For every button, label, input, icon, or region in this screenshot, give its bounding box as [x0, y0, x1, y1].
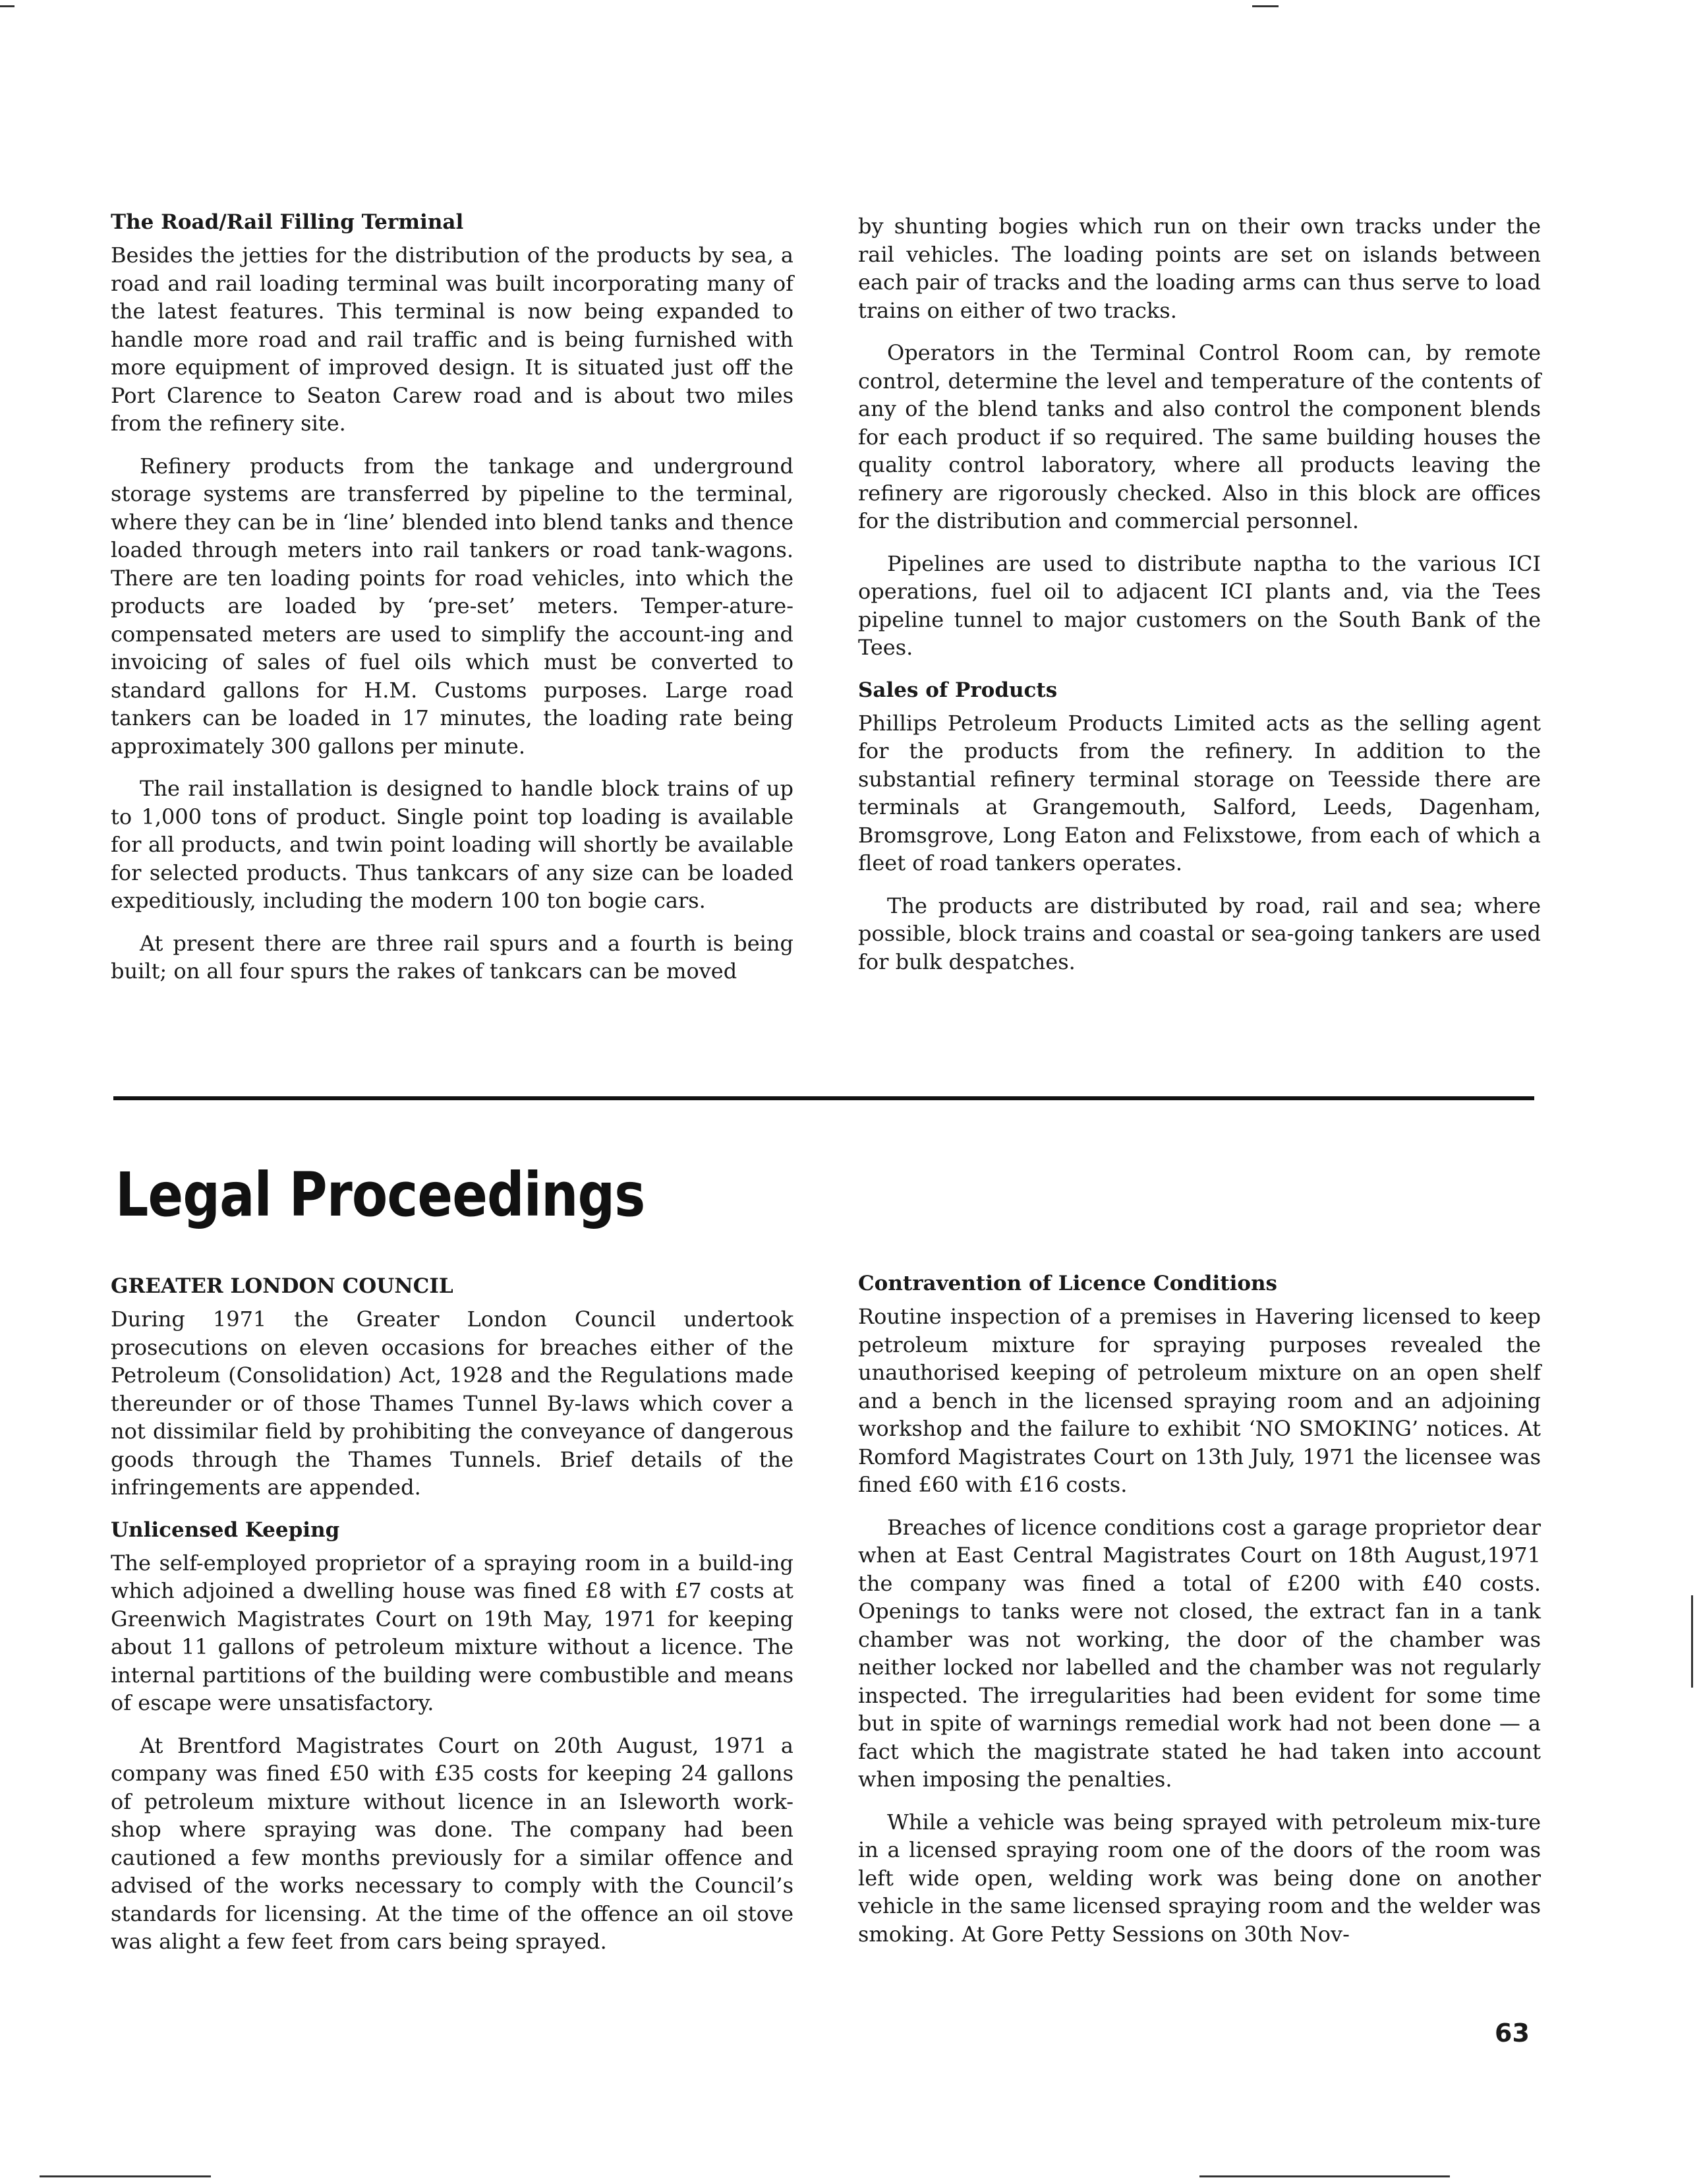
terminal-paragraph: The rail installation is designed to handle block trains of up to 1,000 tons of product. Single point top loading is available for all products, and twin point loading will shortly be available for selected products. Thus tankcars of any size can be loaded expeditiously, including the modern 100 ton bogie cars. — [111, 776, 793, 913]
scan-edge-mark — [1252, 5, 1279, 7]
scan-edge-mark — [0, 5, 14, 7]
sales-paragraph: The products are distributed by road, rail and sea; where possible, block trains and coastal or sea-going tankers are used for bulk despatches. — [858, 893, 1541, 974]
terminal-article-left-column — [111, 208, 793, 986]
legal-paragraph: Routine inspection of a premises in Havering licensed to keep petroleum mixture for spraying purposes revealed the unauthorised keeping of petroleum mixture on an open shelf and a bench in the licensed spraying room and an adjoining workshop and the failure to exhibit ‘NO SMOKING’ notices. At Romford Magistrates Court on 13th July, 1971 the licensee was fined £60 with £16 costs. — [858, 1304, 1541, 1497]
council-intro: During 1971 the Greater London Council undertook prosecutions on eleven occasions for breaches either of the Petroleum (Consolidation) Act, 1928 and the Regulations made thereunder or of those Thames Tunnel By-laws which cover a not dissimilar field by prohibiting the conveyance of dangerous goods through the Thames Tunnels. Brief details of the infringements are appended. — [111, 1307, 793, 1500]
sales-paragraph: Phillips Petroleum Products Limited acts as the selling agent for the products from the refinery. In addition to the substantial refinery terminal storage on Teesside there are terminals at Grangemouth, Salford, Leeds, Dagenham, Bromsgrove, Long Eaton and Felixstowe, from each of which a fleet of road tankers operates. — [858, 710, 1541, 875]
legal-left-column — [111, 1272, 793, 1956]
terminal-paragraph: Operators in the Terminal Control Room can, by remote control, determine the level and temperature of the contents of any of the blend tanks and also control the component blends for each product if so required. The same building houses the quality control laboratory, where all products leaving the refinery are rigorously checked. Also in this block are offices for the distribution and commercial personnel. — [858, 340, 1541, 533]
legal-right-column — [858, 1270, 1541, 1948]
section-title: Legal Proceedings — [115, 1160, 645, 1230]
scan-edge-mark — [1199, 2175, 1450, 2177]
legal-paragraph: The self-employed proprietor of a spraying room in a build-ing which adjoined a dwelling house was fined £8 with £7 costs at Greenwich Magistrates Court on 19th May, 1971 for keeping about 11 gallons of petroleum mixture without a licence. The internal partitions of the building were combustible and means of escape were unsatisfactory. — [111, 1550, 793, 1715]
terminal-paragraph: Besides the jetties for the distribution of the products by sea, a road and rail loading terminal was built incorporating many of the latest features. This terminal is now being expanded to handle more road and rail traffic and is being furnished with more equipment of improved design. It is situated just off the Port Clarence to Seaton Carew road and is about two miles from the refinery site. — [111, 243, 793, 436]
terminal-article-right-column — [858, 212, 1541, 976]
legal-paragraph: At Brentford Magistrates Court on 20th August, 1971 a company was fined £50 with £35 costs for keeping 24 gallons of petroleum mixture without licence in an Isleworth work-shop where spraying was done. The company had been cautioned a few months previously for a similar offence and advised of the works necessary to comply with the Council’s standards for licensing. At the time of the offence an oil stove was alight a few feet from cars being sprayed. — [111, 1732, 793, 1954]
scan-edge-mark — [40, 2175, 211, 2177]
council-heading: GREATER LONDON COUNCIL — [111, 1274, 453, 1298]
unlicensed-keeping-heading: Unlicensed Keeping — [111, 1518, 340, 1542]
licence-conditions-heading: Contravention of Licence Conditions — [858, 1272, 1278, 1295]
terminal-paragraph: Refinery products from the tankage and underground storage systems are transferred by pipeline to the terminal, where they can be in ‘line’ blended into blend tanks and thence loaded through meters into rail tankers or road tank-wagons. There are ten loading points for road vehicles, into which the products are loaded by ‘pre-set’ meters. Temper-ature-compensated meters are used to simplify the account-ing and invoicing of sales of fuel oils which must be converted to standard gallons for H.M. Customs purposes. Large road tankers can be loaded in 17 minutes, the loading rate being approximately 300 gallons per minute. — [111, 453, 793, 759]
terminal-heading: The Road/Rail Filling Terminal — [111, 210, 464, 234]
terminal-paragraph: Pipelines are used to distribute naptha to the various ICI operations, fuel oil to adjacent ICI plants and, via the Tees pipeline tunnel to major customers on the South Bank of the Tees. — [858, 550, 1541, 660]
legal-paragraph: Breaches of licence conditions cost a garage proprietor dear when at East Central Magistrates Court on 18th August,1971 the company was fined a total of £200 with £40 costs. Openings to tanks were not closed, the extract fan in a tank chamber was not working, the door of the chamber was neither locked nor labelled and the chamber was not regularly inspected. The irregularities had been evident for some time but in spite of warnings remedial work had not been done — a fact which the magistrate stated he had taken into account when imposing the penalties. — [858, 1514, 1541, 1792]
terminal-paragraph: At present there are three rail spurs and a fourth is being built; on all four spurs the rakes of tankcars can be moved — [111, 930, 793, 984]
legal-paragraph: While a vehicle was being sprayed with petroleum mix-ture in a licensed spraying room one of the doors of the room was left wide open, welding work was being done on another vehicle in the same licensed spraying room and the welder was smoking. At Gore Petty Sessions on 30th Nov- — [858, 1809, 1541, 1947]
scan-edge-mark — [1691, 1595, 1693, 1688]
section-divider — [113, 1096, 1534, 1100]
sales-heading: Sales of Products — [858, 678, 1058, 702]
terminal-paragraph: by shunting bogies which run on their own tracks under the rail vehicles. The loading points are set on islands between each pair of tracks and the loading arms can thus serve to load trains on either of two tracks. — [858, 214, 1541, 323]
page-number: 63 — [1495, 2019, 1530, 2048]
